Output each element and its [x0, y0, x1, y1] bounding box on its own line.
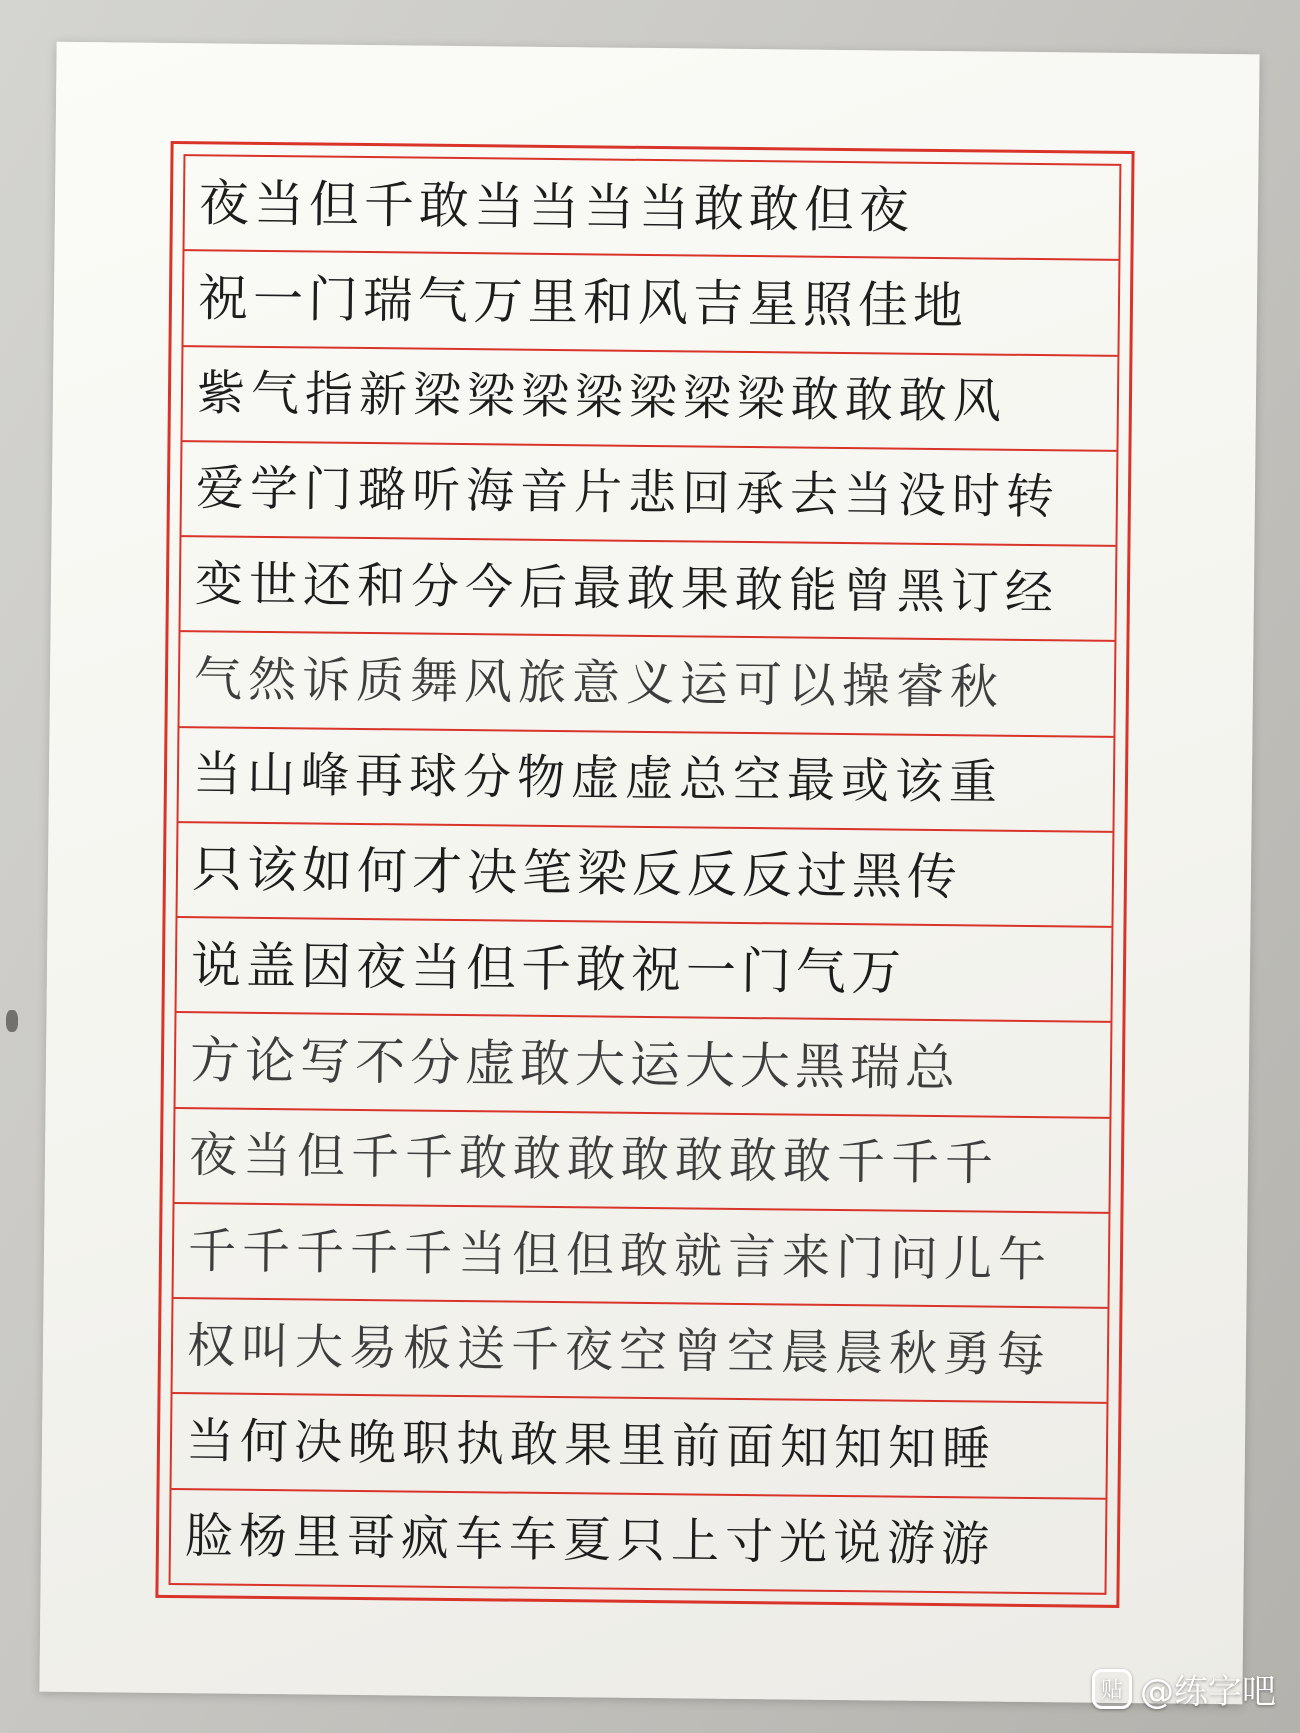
writing-grid [171, 156, 1120, 1593]
writing-row [183, 251, 1118, 356]
row-text: 紫气指新梁梁梁梁梁梁梁敢敢敢风 [196, 365, 1008, 430]
row-text: 夜当但千敢当当当当敢敢但夜 [198, 173, 915, 240]
row-text: 权叫大易板送千夜空曾空晨晨秋勇每 [186, 1317, 1052, 1384]
row-text: 脸杨里哥疯车车夏只上寸光说游游 [184, 1508, 996, 1573]
red-outer-border [155, 141, 1134, 1608]
watermark-text: @练字吧 [1140, 1672, 1276, 1712]
writing-row [174, 1204, 1109, 1309]
writing-row [180, 537, 1115, 642]
practice-sheet [39, 42, 1259, 1705]
writing-row [175, 1109, 1110, 1214]
row-text: 千千千千千当但但敢就言来门问儿午 [187, 1222, 1053, 1288]
writing-row [182, 347, 1117, 452]
row-text: 夜当但千千敢敢敢敢敢敢敢千千千 [188, 1127, 1000, 1192]
row-text: 爱学门璐听海音片悲回承去当没时转 [195, 460, 1061, 526]
writing-row [184, 156, 1119, 261]
watermark [1092, 1664, 1276, 1713]
row-text: 当何决晚职执敢果里前面知知知睡 [185, 1413, 997, 1478]
writing-row [177, 918, 1112, 1023]
red-inner-border [169, 154, 1122, 1595]
table-stain [6, 1010, 18, 1032]
row-text: 气然诉质舞风旅意义运可以操睿秋 [193, 651, 1005, 716]
writing-row [171, 1490, 1106, 1593]
row-text: 当山峰再球分物虚虚总空最或该重 [192, 746, 1004, 811]
writing-row [179, 632, 1114, 737]
row-text: 只该如何才决笔梁反反反过黑传 [191, 840, 963, 907]
writing-row [181, 442, 1116, 547]
row-text: 方论写不分虚敢大运大大黑瑞总 [189, 1031, 961, 1098]
tieba-paw-icon: 贴 [1092, 1669, 1132, 1709]
writing-row [178, 823, 1113, 928]
row-text: 变世还和分今后最敢果敢能曾黑订经 [194, 555, 1060, 621]
row-text: 祝一门瑞气万里和风吉星照佳地 [197, 269, 969, 336]
writing-row [176, 1013, 1111, 1118]
writing-row [172, 1394, 1107, 1499]
writing-row [173, 1299, 1108, 1404]
row-text: 说盖因夜当但千敢祝一门气万 [190, 935, 907, 1002]
writing-row [178, 728, 1113, 833]
